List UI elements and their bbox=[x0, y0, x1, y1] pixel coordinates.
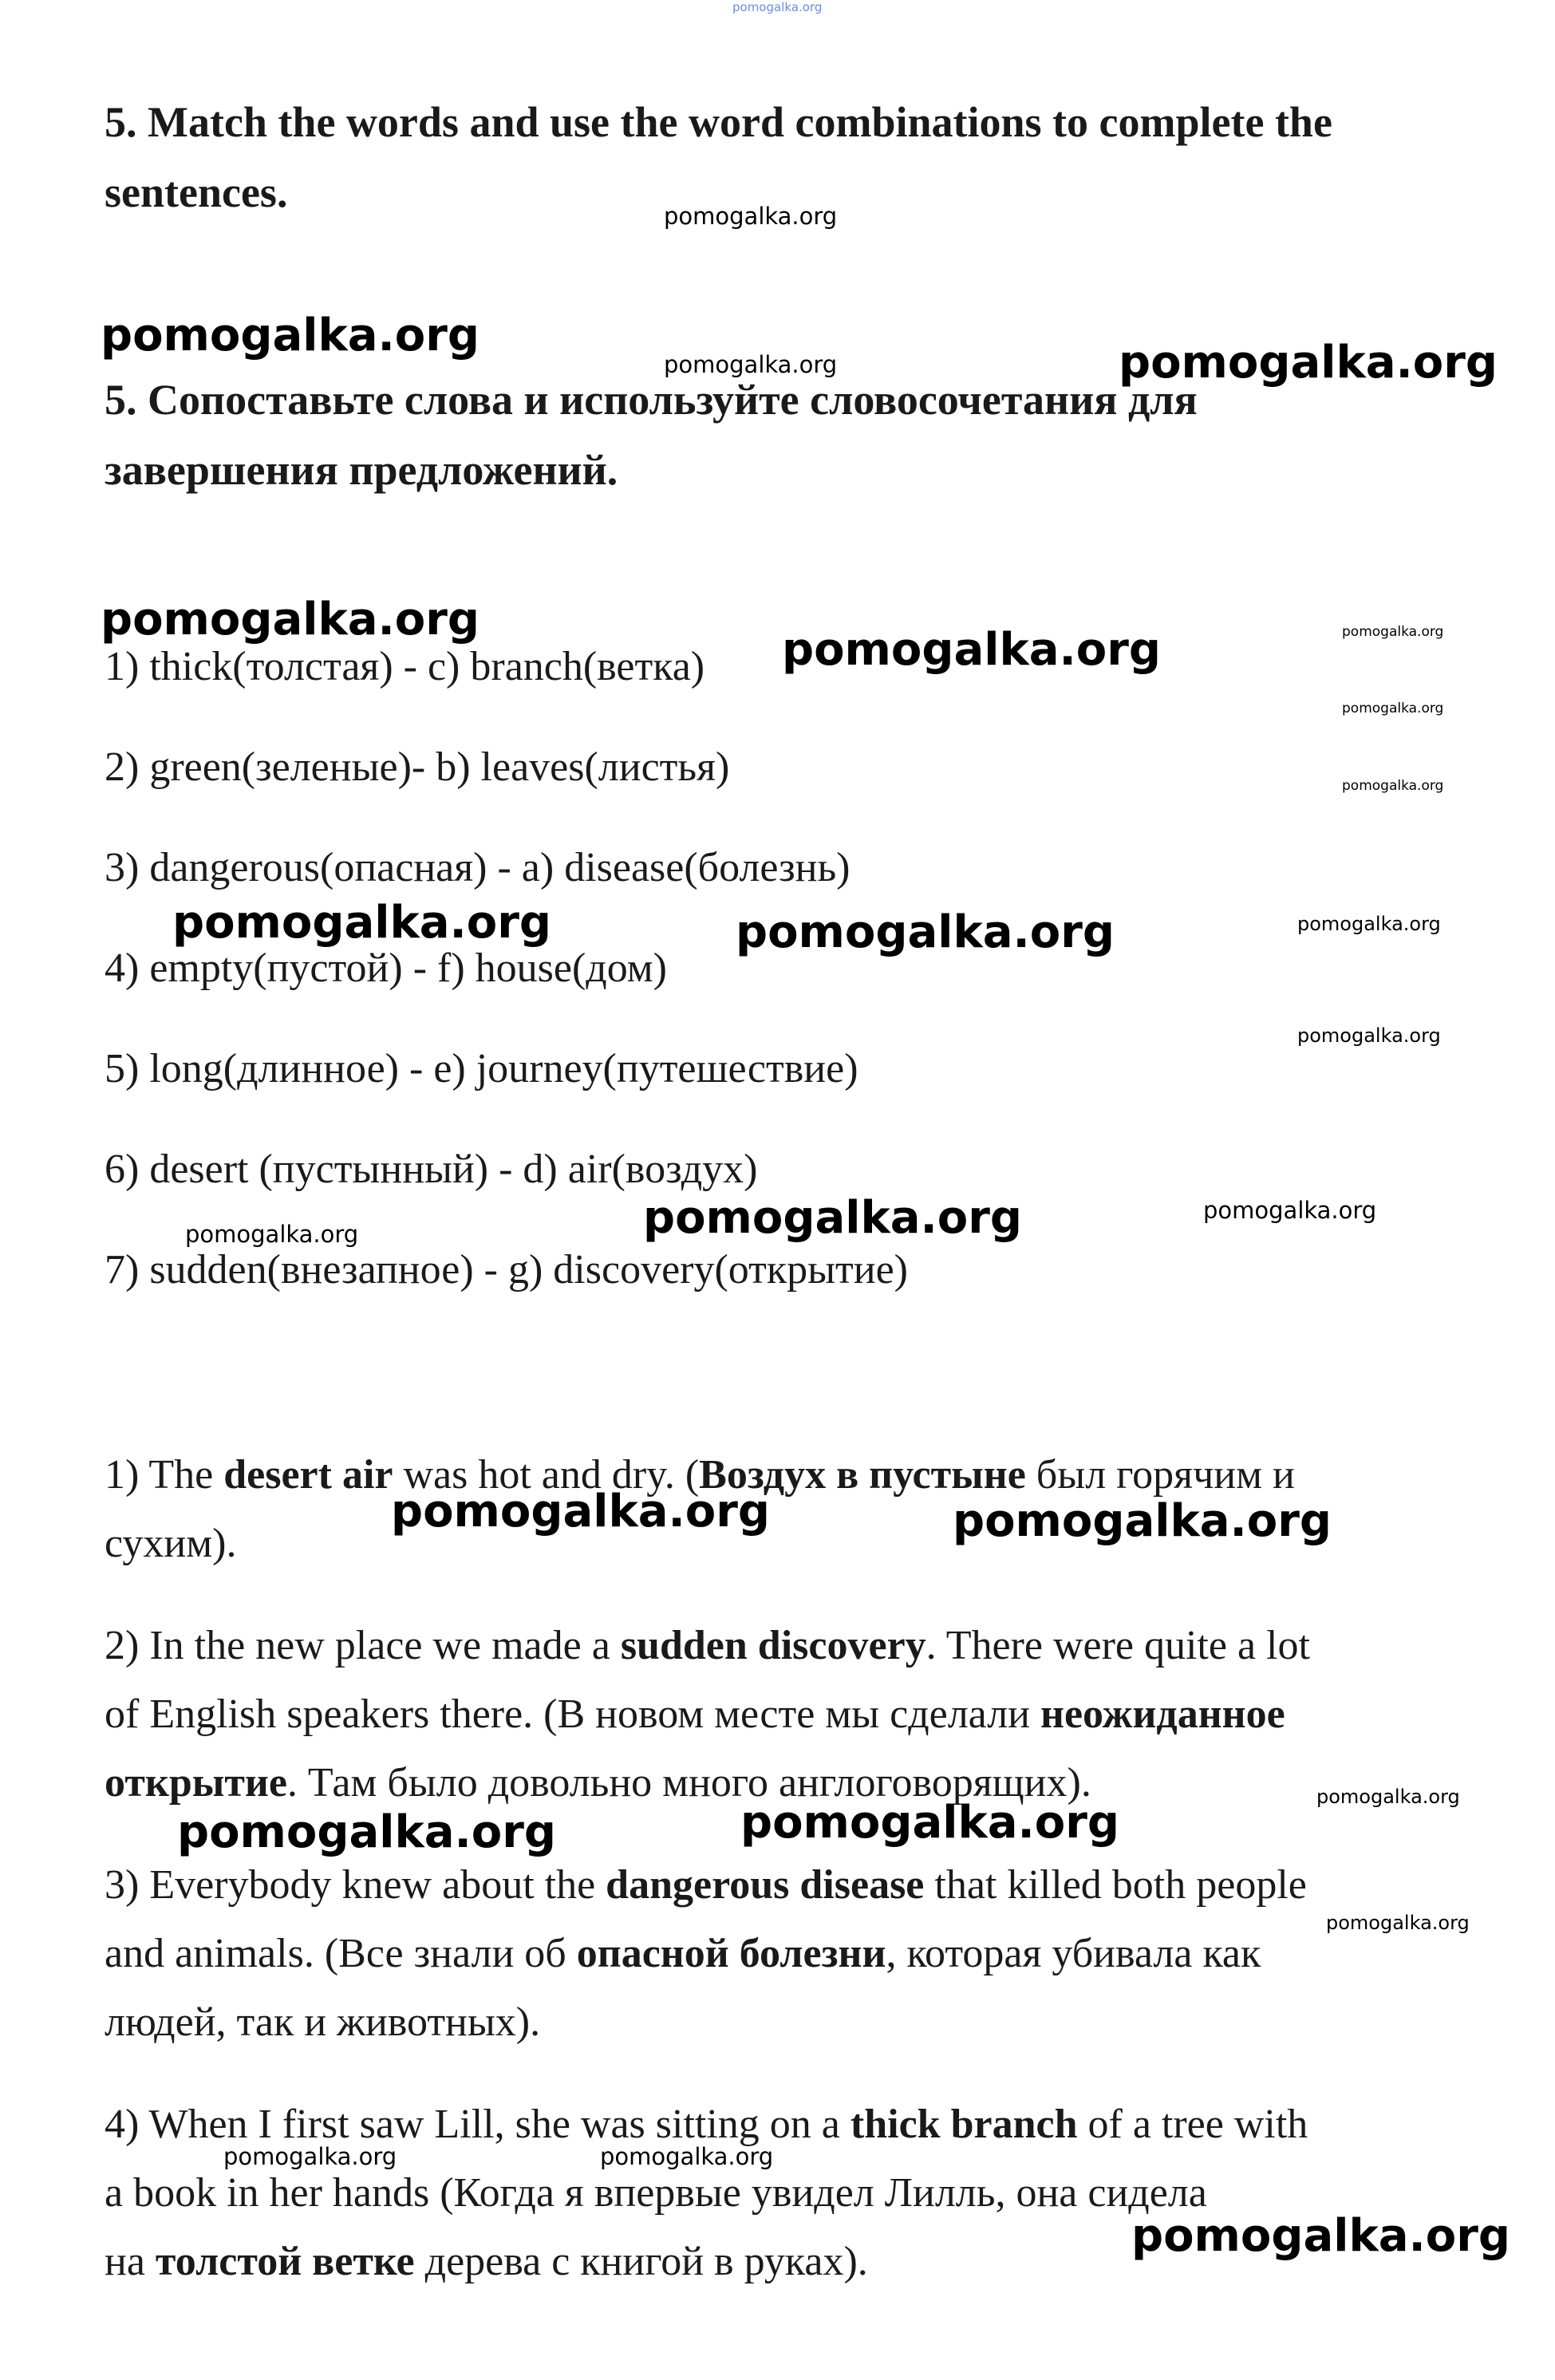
task-heading-en-line1: 5. Match the words and use the word combinations to complete the bbox=[105, 98, 1332, 146]
pair-item-3: 3) dangerous(опасная) - a) disease(болезнь) bbox=[105, 845, 851, 890]
watermark: pomogalka.org bbox=[1326, 1912, 1470, 1934]
watermark: pomogalka.org bbox=[1119, 337, 1498, 389]
keyword-opasnoy-bolezni: опасной болезни bbox=[576, 1931, 886, 1976]
watermark: pomogalka.org bbox=[101, 310, 480, 361]
keyword-dangerous-disease: dangerous disease bbox=[606, 1862, 925, 1908]
pair-item-5: 5) long(длинное) - e) journey(путешествие) bbox=[105, 1046, 858, 1091]
keyword-thick-branch: thick branch bbox=[850, 2102, 1078, 2147]
watermark: pomogalka.org bbox=[177, 1806, 556, 1858]
pair-item-1: 1) thick(толстая) - c) branch(ветка) bbox=[105, 644, 705, 689]
watermark: pomogalka.org bbox=[1342, 701, 1444, 716]
watermark: pomogalka.org bbox=[740, 1797, 1119, 1849]
watermark: pomogalka.org bbox=[782, 624, 1161, 676]
sentence-2-line2: of English speakers there. (В новом месте мы сделали неожиданное bbox=[105, 1691, 1285, 1737]
keyword-sudden-discovery: sudden discovery bbox=[620, 1623, 926, 1668]
sentence-4-line3: на толстой ветке дерева с книгой в руках). bbox=[105, 2239, 868, 2284]
watermark: pomogalka.org bbox=[953, 1495, 1332, 1547]
sentence-4-line1: 4) When I first saw Lill, she was sitting on a thick branch of a tree with bbox=[105, 2102, 1308, 2147]
watermark: pomogalka.org bbox=[1297, 1024, 1441, 1047]
watermark-top: pomogalka.org bbox=[732, 0, 823, 14]
pair-item-2: 2) green(зеленые)- b) leaves(листья) bbox=[105, 744, 730, 790]
sentence-1-line2: сухим). bbox=[105, 1521, 237, 1566]
watermark: pomogalka.org bbox=[101, 594, 480, 645]
pair-item-7: 7) sudden(внезапное) - g) discovery(открытие) bbox=[105, 1247, 908, 1293]
watermark: pomogalka.org bbox=[643, 1192, 1022, 1244]
watermark: pomogalka.org bbox=[1342, 778, 1444, 794]
watermark: pomogalka.org bbox=[1203, 1197, 1377, 1224]
watermark: pomogalka.org bbox=[1342, 624, 1444, 640]
keyword-otkrytie: открытие bbox=[105, 1760, 287, 1806]
watermark: pomogalka.org bbox=[664, 351, 838, 378]
watermark: pomogalka.org bbox=[1316, 1786, 1460, 1808]
sentence-2-line1: 2) In the new place we made a sudden discovery. There were quite a lot bbox=[105, 1623, 1310, 1668]
watermark: pomogalka.org bbox=[185, 1221, 359, 1248]
watermark: pomogalka.org bbox=[736, 906, 1115, 958]
task-heading-ru-line1: 5. Сопоставьте слова и используйте словосочетания для bbox=[105, 376, 1198, 424]
task-heading-en-line2: sentences. bbox=[105, 168, 288, 216]
watermark: pomogalka.org bbox=[600, 2143, 774, 2170]
watermark: pomogalka.org bbox=[223, 2143, 397, 2170]
sentence-3-line3: людей, так и животных). bbox=[105, 1999, 541, 2045]
keyword-tolstoy-vetke: толстой ветке bbox=[155, 2239, 415, 2284]
sentence-1-line1: 1) The desert air was hot and dry. (Воздух в пустыне был горячим и bbox=[105, 1452, 1295, 1498]
sentence-3-line2: and animals. (Все знали об опасной болезни, которая убивала как bbox=[105, 1931, 1261, 1976]
task-heading-ru-line2: завершения предложений. bbox=[105, 446, 618, 494]
pair-item-4: 4) empty(пустой) - f) house(дом) bbox=[105, 945, 667, 991]
sentence-2-line3: открытие. Там было довольно много англоговорящих). bbox=[105, 1760, 1091, 1806]
sentence-4-line2: a book in her hands (Когда я впервые увидел Лилль, она сидела bbox=[105, 2170, 1207, 2216]
watermark: pomogalka.org bbox=[1297, 913, 1441, 935]
keyword-desert-air: desert air bbox=[223, 1452, 393, 1498]
keyword-vozdukh-v-pustyne: Воздух в пустыне bbox=[699, 1452, 1026, 1498]
sentence-4 bbox=[105, 2090, 1461, 2296]
sentence-3 bbox=[105, 1851, 1461, 2057]
pair-item-6: 6) desert (пустынный) - d) air(воздух) bbox=[105, 1147, 758, 1192]
watermark: pomogalka.org bbox=[172, 897, 551, 949]
watermark: pomogalka.org bbox=[664, 203, 838, 230]
sentence-3-line1: 3) Everybody knew about the dangerous disease that killed both people bbox=[105, 1862, 1307, 1908]
sentence-2 bbox=[105, 1612, 1461, 1818]
watermark: pomogalka.org bbox=[391, 1486, 770, 1537]
watermark: pomogalka.org bbox=[1131, 2210, 1510, 2262]
keyword-neozhidannoe: неожиданное bbox=[1040, 1691, 1285, 1737]
